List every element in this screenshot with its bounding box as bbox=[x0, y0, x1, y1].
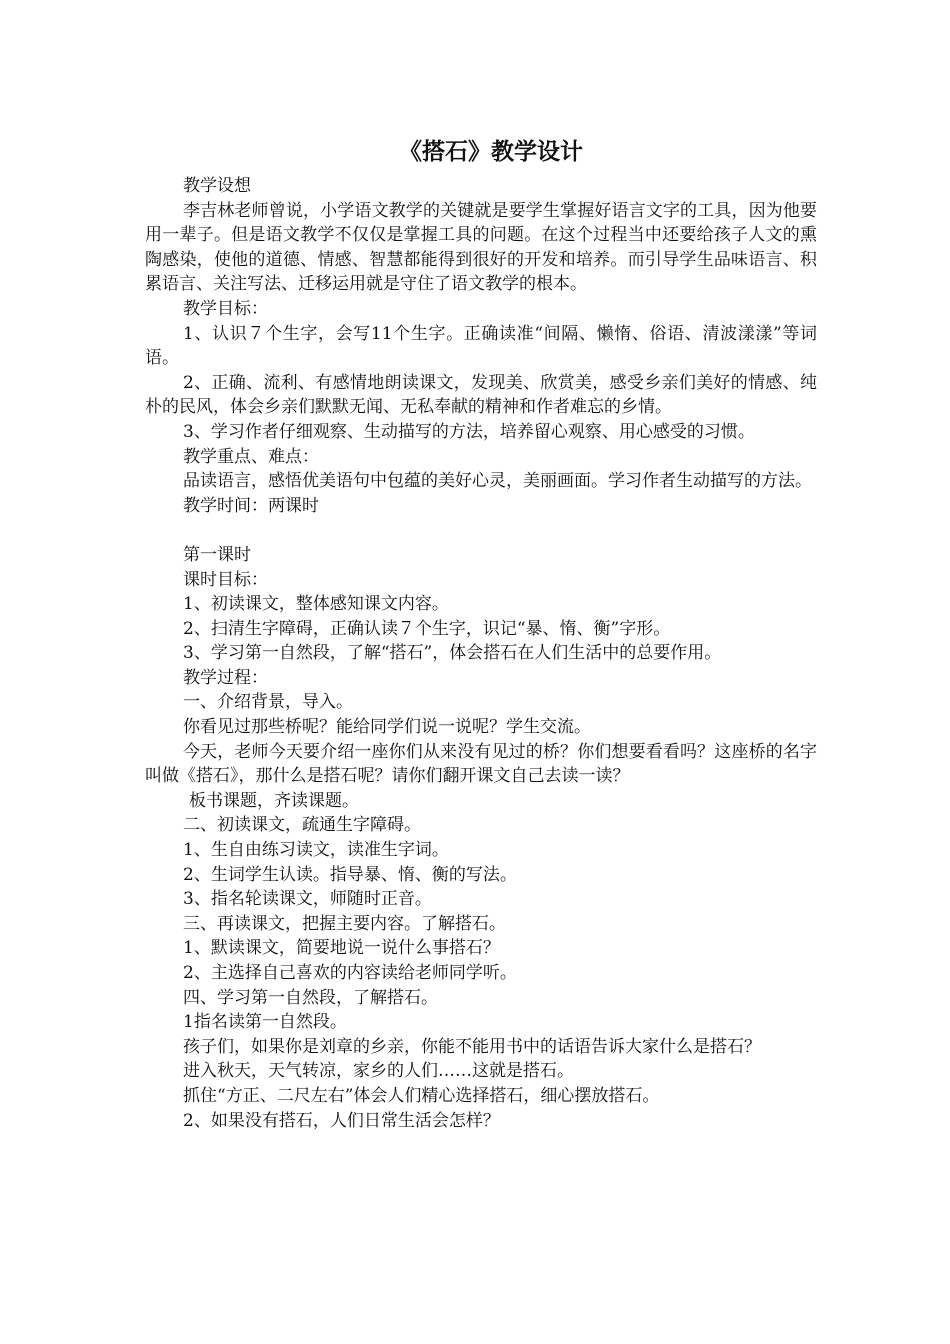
lesson-goals-heading: 课时目标： bbox=[183, 569, 268, 590]
step-one-heading: 一、介绍背景，导入。 bbox=[183, 692, 353, 713]
goal-item-2: 2、正确、流利、有感情地朗读课文，发现美、欣赏美，感受乡亲们美好的情感、纯朴的民风，体会乡亲们默默无闻、无私奉献的精神和作者难忘的乡情。 bbox=[145, 372, 817, 418]
section-heading-key-points: 教学重点、难点： bbox=[183, 446, 319, 467]
document-title: 《搭石》教学设计 bbox=[399, 139, 583, 165]
goal-item-3: 3、学习作者仔细观察、生动描写的方法，培养留心观察、用心感受的习惯。 bbox=[183, 421, 755, 442]
paragraph-key-points: 品读语言，感悟优美语句中包蕴的美好心灵，美丽画面。学习作者生动描写的方法。 bbox=[183, 471, 812, 492]
process-heading: 教学过程： bbox=[183, 667, 268, 688]
step-four-text-3: 抓住“方正、二尺左右”体会人们精心选择搭石，细心摆放搭石。 bbox=[183, 1085, 660, 1106]
step-one-text-2: 今天，老师今天要介绍一座你们从来没有见过的桥？你们想要看看吗？这座桥的名字叫做《搭石》，那什么是搭石呢？请你们翻开课文自己去读一读？ bbox=[145, 741, 817, 787]
lesson-goal-1: 1、初读课文，整体感知课文内容。 bbox=[183, 594, 449, 615]
step-two-item-3: 3、指名轮读课文，师随时正音。 bbox=[183, 889, 432, 910]
step-two-item-2: 2、生词学生认读。指导暴、惰、衡的写法。 bbox=[183, 864, 517, 885]
lesson-goal-3: 3、学习第一自然段，了解“搭石”，体会搭石在人们生活中的总要作用。 bbox=[183, 643, 722, 664]
step-three-item-2: 2、主选择自己喜欢的内容读给老师同学听。 bbox=[183, 963, 517, 983]
lesson-one-heading: 第一课时 bbox=[183, 544, 251, 565]
step-two-heading: 二、初读课文，疏通生字障碍。 bbox=[183, 815, 421, 836]
blank-line bbox=[145, 518, 817, 543]
step-one-text-1: 你看见过那些桥呢？能给同学们说一说呢？学生交流。 bbox=[183, 717, 591, 738]
goal-item-1: 1、认识７个生字，会写11个生字。正确读准“间隔、懒惰、俗语、清波漾漾”等词语。 bbox=[145, 323, 817, 369]
section-heading-goals: 教学目标： bbox=[183, 298, 268, 319]
section-heading-design-idea: 教学设想 bbox=[183, 176, 251, 196]
step-three-heading: 三、再读课文，把握主要内容。了解搭石。 bbox=[183, 913, 506, 934]
step-four-text-1: 孩子们，如果你是刘章的乡亲，你能不能用书中的话语告诉大家什么是搭石？ bbox=[183, 1036, 761, 1057]
lesson-goal-2: 2、扫清生字障碍，正确认读７个生字，识记“暴、惰、衡”字形。 bbox=[183, 618, 671, 639]
step-one-text-3: 板书课题，齐读课题。 bbox=[189, 790, 359, 811]
step-four-item-2: 2、如果没有搭石，人们日常生活会怎样？ bbox=[183, 1110, 500, 1131]
paragraph-design-idea: 李吉林老师曾说，小学语文教学的关键就是要学生掌握好语言文字的工具，因为他要用一辈子。但是语文教学不仅仅是掌握工具的问题。在这个过程当中还要给孩子人文的熏陶感染，使他的道德、情感、智慧都能得到很好的开发和培养。而引导学生品味语言、积累语言、关注写法、迁移运用就是守住了语文教学的根本。 bbox=[145, 200, 817, 295]
step-three-item-1: 1、默读课文，简要地说一说什么事搭石？ bbox=[183, 938, 500, 959]
step-four-item-1: 1指名读第一自然段。 bbox=[183, 1012, 347, 1033]
step-two-item-1: 1、生自由练习读文，读准生字词。 bbox=[183, 840, 449, 861]
document-page bbox=[145, 132, 817, 1133]
step-four-text-2: 进入秋天，天气转凉，家乡的人们……这就是搭石。 bbox=[183, 1061, 574, 1082]
step-four-heading: 四、学习第一自然段，了解搭石。 bbox=[183, 987, 438, 1008]
teaching-time: 教学时间：两课时 bbox=[183, 495, 319, 516]
